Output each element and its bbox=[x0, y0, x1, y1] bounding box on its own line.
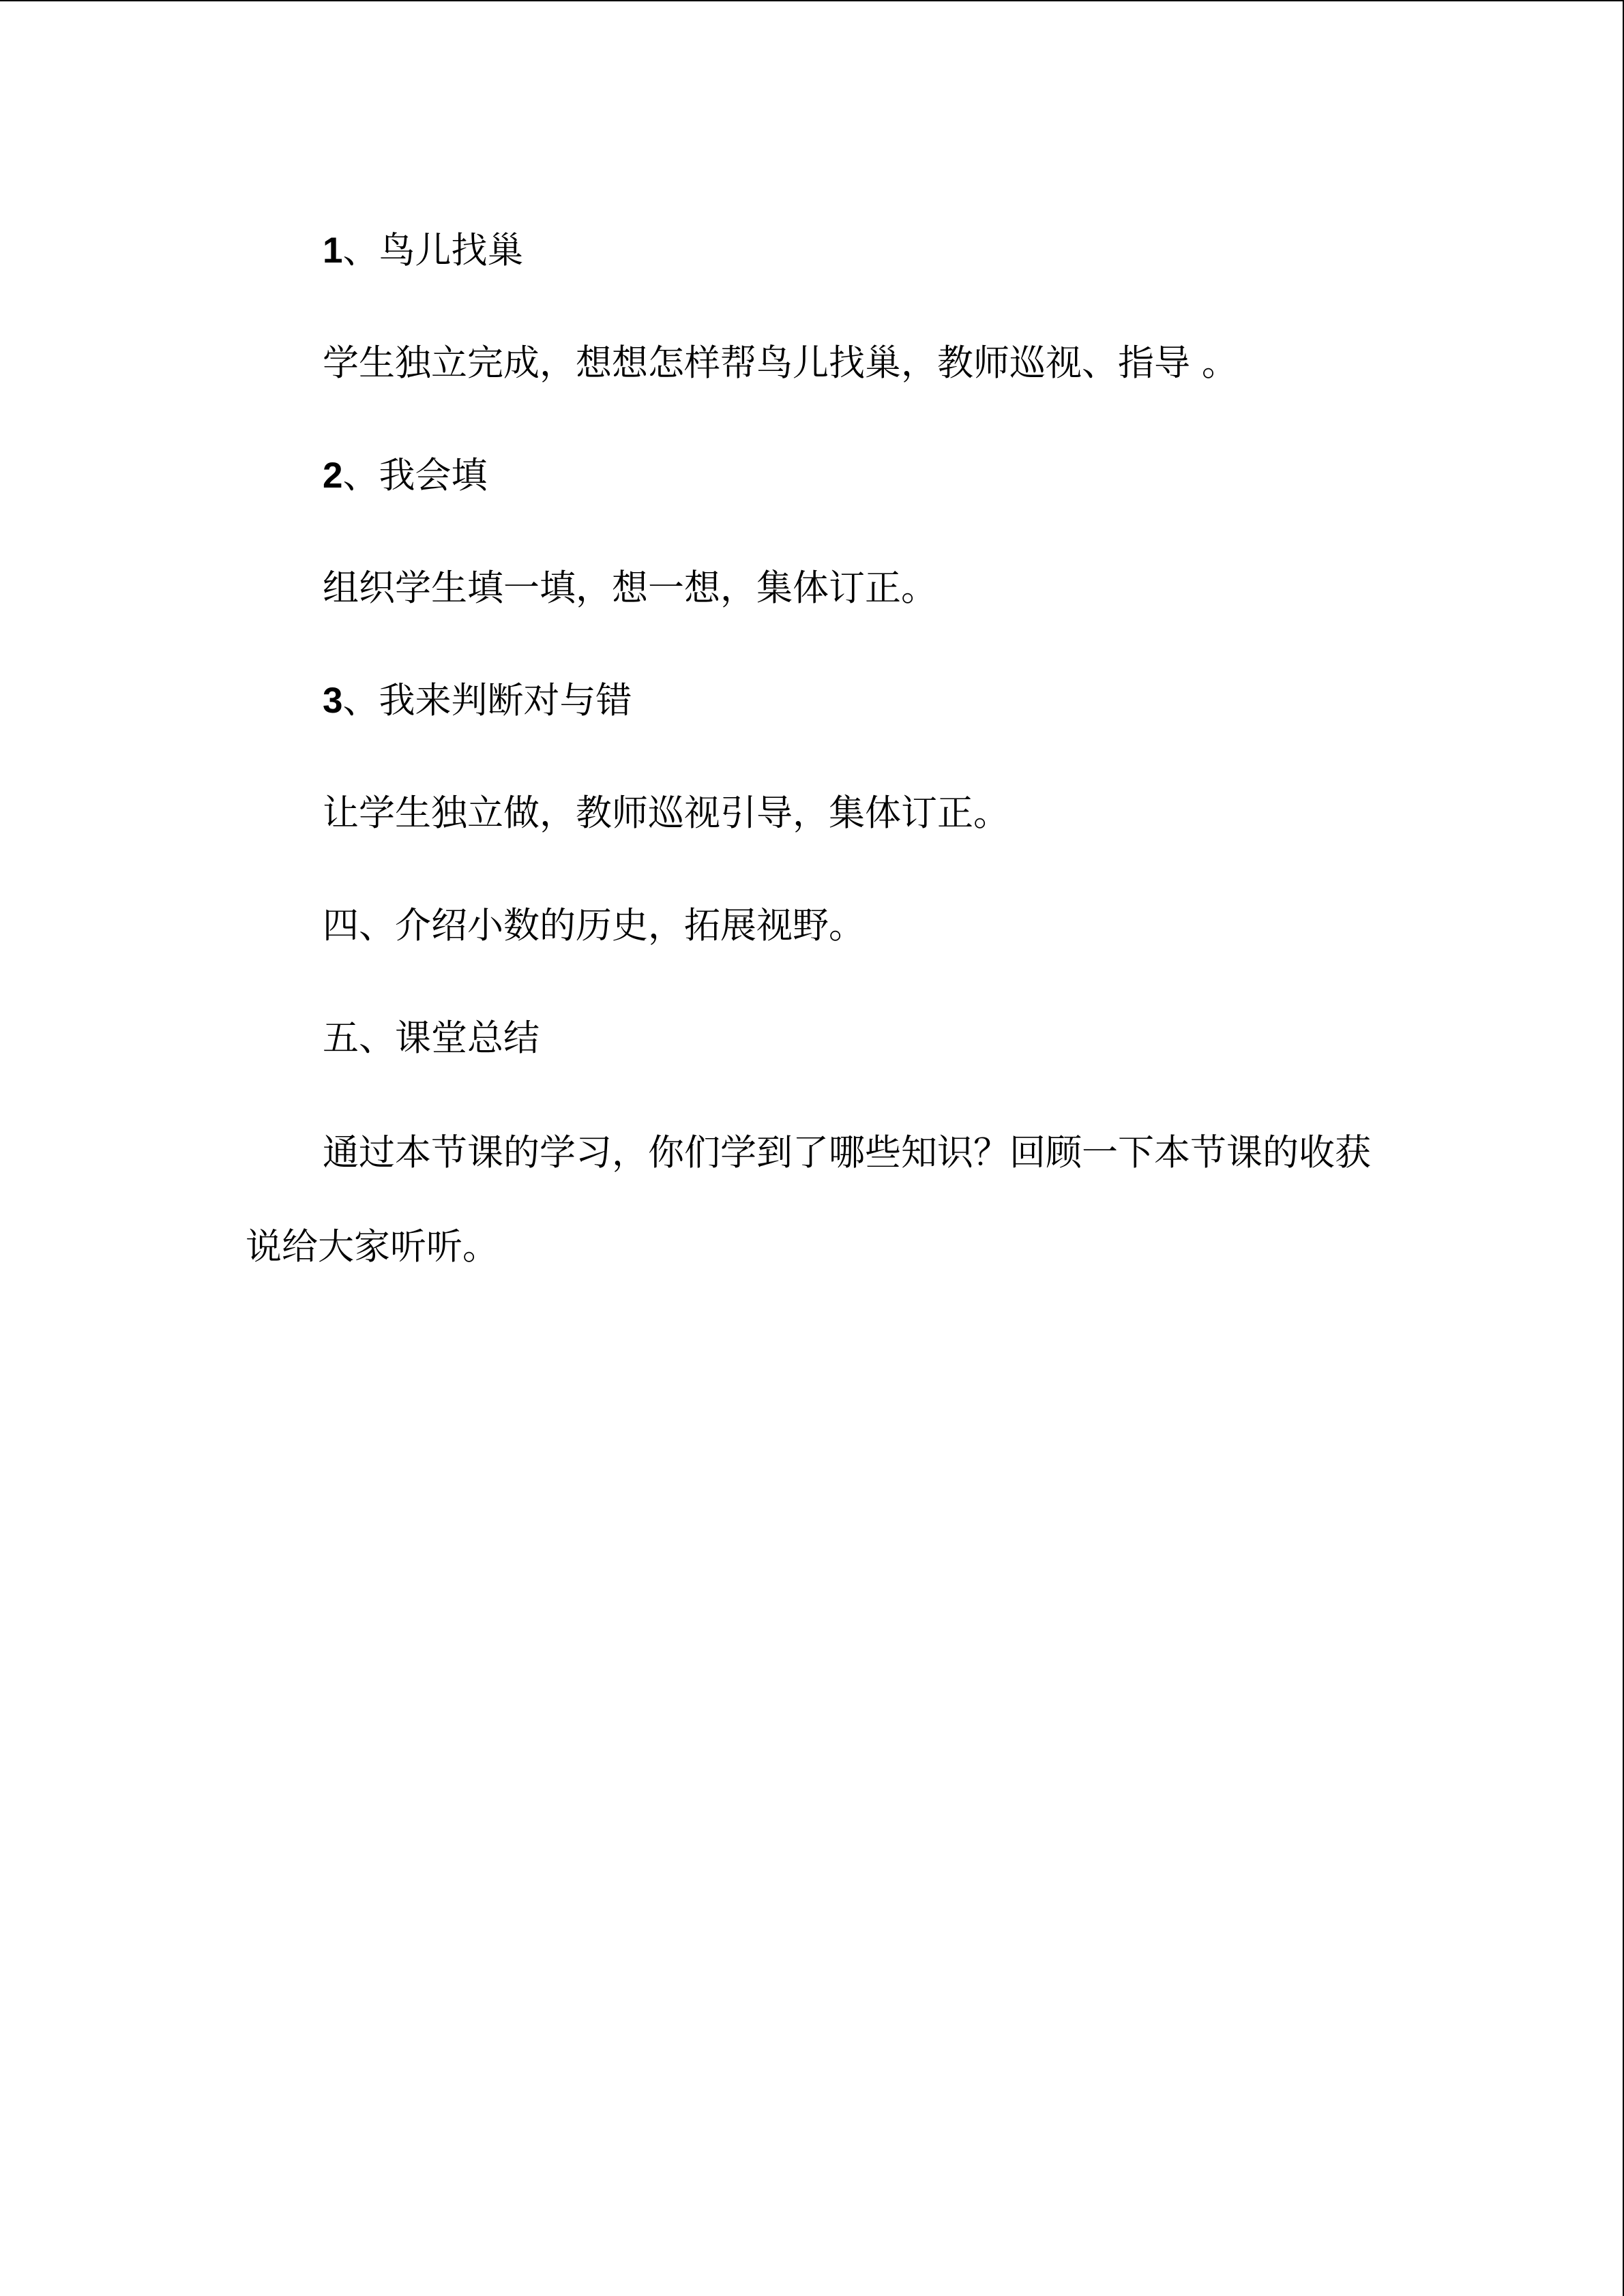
body-paragraph bbox=[246, 769, 1378, 859]
paragraph-text: 学生独立完成，想想怎样帮鸟儿找巢，教师巡视、指导 。 bbox=[323, 342, 1238, 384]
body-paragraph bbox=[246, 318, 1378, 408]
heading-bird-nest bbox=[246, 206, 1378, 296]
heading-number: 3 bbox=[323, 681, 343, 721]
document-body bbox=[246, 206, 1378, 1317]
paragraph-text: 通过本节课的学习，你们学到了哪些知识？回顾一下本节课的收获说给大家听听。 bbox=[246, 1132, 1371, 1268]
heading-true-false bbox=[246, 656, 1378, 746]
paragraph-text: 组织学生填一填，想一想，集体订正。 bbox=[323, 567, 937, 609]
heading-number: 2 bbox=[323, 456, 343, 496]
heading-text: 、我会填 bbox=[342, 455, 488, 496]
paragraph-text: 四、介绍小数的历史，拓展视野。 bbox=[323, 905, 865, 946]
paragraph-text: 让学生独立做，教师巡视引导，集体订正。 bbox=[323, 792, 1009, 834]
section-heading-history bbox=[246, 881, 1378, 971]
heading-text: 、我来判断对与错 bbox=[342, 680, 632, 721]
summary-paragraph bbox=[246, 1106, 1378, 1294]
section-heading-summary bbox=[246, 994, 1378, 1084]
heading-number: 1 bbox=[323, 230, 343, 271]
heading-text: 、鸟儿找巢 bbox=[342, 230, 524, 271]
body-paragraph bbox=[246, 543, 1378, 633]
heading-fill-in bbox=[246, 431, 1378, 521]
paragraph-text: 五、课堂总结 bbox=[323, 1017, 540, 1059]
